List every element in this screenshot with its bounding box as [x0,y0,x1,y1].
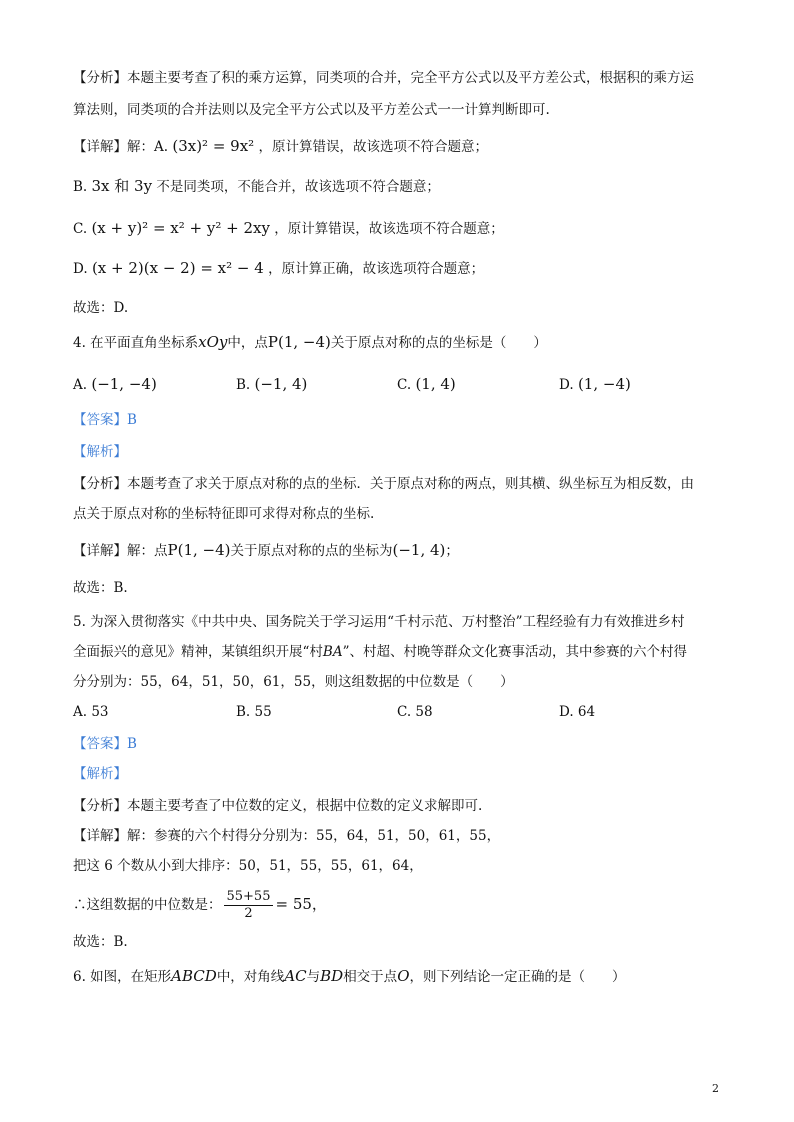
fraction-numerator: 55+55 [224,889,274,906]
fraction-denominator: 2 [244,906,253,921]
question-text: 全面振兴的意见》精神，某镇组织开展“村 [73,644,323,660]
analysis-line: 【分析】本题考查了求关于原点对称的点的坐标．关于原点对称的两点，则其横、纵坐标互为相反数，由 [73,476,694,492]
question-text: 与 [306,969,321,985]
math-expression: ABCD [171,967,217,985]
question-text: ，则下列结论一定正确的是（ ） [409,969,626,985]
question-text: 6. 如图，在矩形 [73,969,172,985]
choice-result: 故选：B. [73,580,128,596]
analysis-line: 【分析】本题主要考查了中位数的定义，根据中位数的定义求解即可. [73,798,483,814]
math-expression: O [397,967,410,985]
question-5-line-2 [73,642,687,662]
detail-line: 把这 6 个数从小到大排序：50，51，55，55，61，64， [73,858,423,874]
question-text: ”、村超、村晚等群众文化赛事活动，其中参赛的六个村得 [342,644,687,660]
math-expression: BD [320,967,344,985]
math-expression: (1, 4) [415,375,456,393]
math-expression: (x + 2)(x − 2) = x² − 4 [91,259,264,277]
math-expression: BA [322,644,343,660]
answer-label: 【答案】B [73,412,137,428]
analysis-line-2: 算法则，同类项的合并法则以及完全平方公式以及平方差公式一一计算判断即可. [73,102,550,118]
q4-option-a [73,374,157,395]
detail-option-c [73,218,504,239]
question-4 [73,332,547,353]
detail-label: 【详解】解：A. [73,139,169,155]
analysis-line: 点关于原点对称的坐标特征即可求得对称点的坐标. [73,506,375,522]
math-expression: (x + y)² = x² + y² + 2xy [91,219,270,237]
fraction [224,889,274,922]
detail-text: 不是同类项，不能合并，故该选项不符合题意； [156,179,440,195]
question-text: 4. 在平面直角坐标系 [73,335,199,351]
math-expression: P(1, −4) [167,541,231,559]
median-calculation [73,886,327,923]
detail-text: 关于原点对称的点的坐标为 [230,543,393,559]
explanation-label: 【解析】 [73,766,127,782]
explanation-label: 【解析】 [73,444,127,460]
question-6 [73,966,626,987]
option-label: C. [397,377,412,393]
math-expression: (−1, 4) [254,375,308,393]
q5-option-d: D. 64 [559,704,596,720]
q5-option-b: B. 55 [236,704,272,720]
q5-option-a: A. 53 [73,704,109,720]
math-expression: 3x 和 3y [91,177,153,195]
answer-label: 【答案】B [73,736,137,752]
detail-text: ，原计算错误，故该选项不符合题意； [274,221,504,237]
math-expression: (−1, −4) [91,375,157,393]
detail-label: B. [73,179,88,195]
q4-option-c [397,374,456,395]
math-expression: P(1, −4) [267,333,331,351]
detail-option-b [73,176,440,197]
detail-text: ∴这组数据的中位数是： [73,897,222,913]
math-expression: AC [284,967,307,985]
question-text: 中，对角线 [216,969,285,985]
math-expression: (1, −4) [577,375,631,393]
math-expression: (−1, 4) [392,541,446,559]
detail-text: ； [445,543,459,559]
q4-option-d [559,374,631,395]
option-label: A. [73,377,88,393]
question-5-line-1: 5. 为深入贯彻落实《中共中央、国务院关于学习运用“千村示范、万村整治”工程经验有力有效推进乡村 [73,614,685,630]
detail-option-a [73,136,488,157]
question-text: 关于原点对称的点的坐标是（ ） [330,335,547,351]
detail-line: 【详解】解：参赛的六个村得分分别为：55，64，51，50，61，55， [73,828,501,844]
question-text: 相交于点 [343,969,398,985]
question-text: 中，点 [227,335,268,351]
analysis-line-1: 【分析】本题主要考查了积的乘方运算，同类项的合并，完全平方公式以及平方差公式，根据积的乘方运 [73,70,694,86]
detail-text: 【详解】解：点 [73,543,168,559]
question-5-line-3: 分分别为：55，64，51，50，61，55，则这组数据的中位数是（ ） [73,674,514,690]
detail-label: D. [73,261,88,277]
q4-option-b [236,374,307,395]
detail-option-d [73,258,484,279]
choice-result: 故选：B. [73,934,128,950]
detail-text: ，原计算错误，故该选项不符合题意； [258,139,488,155]
detail-line [73,540,459,561]
detail-text: ，原计算正确，故该选项符合题意； [268,261,485,277]
option-label: B. [236,377,251,393]
page-number: 2 [712,1082,719,1095]
math-expression: = 55， [275,895,327,913]
math-expression: (3x)² = 9x² [172,137,255,155]
choice-result: 故选：D. [73,300,129,316]
detail-label: C. [73,221,88,237]
math-expression: xOy [198,333,228,351]
option-label: D. [559,377,574,393]
q5-option-c: C. 58 [397,704,433,720]
